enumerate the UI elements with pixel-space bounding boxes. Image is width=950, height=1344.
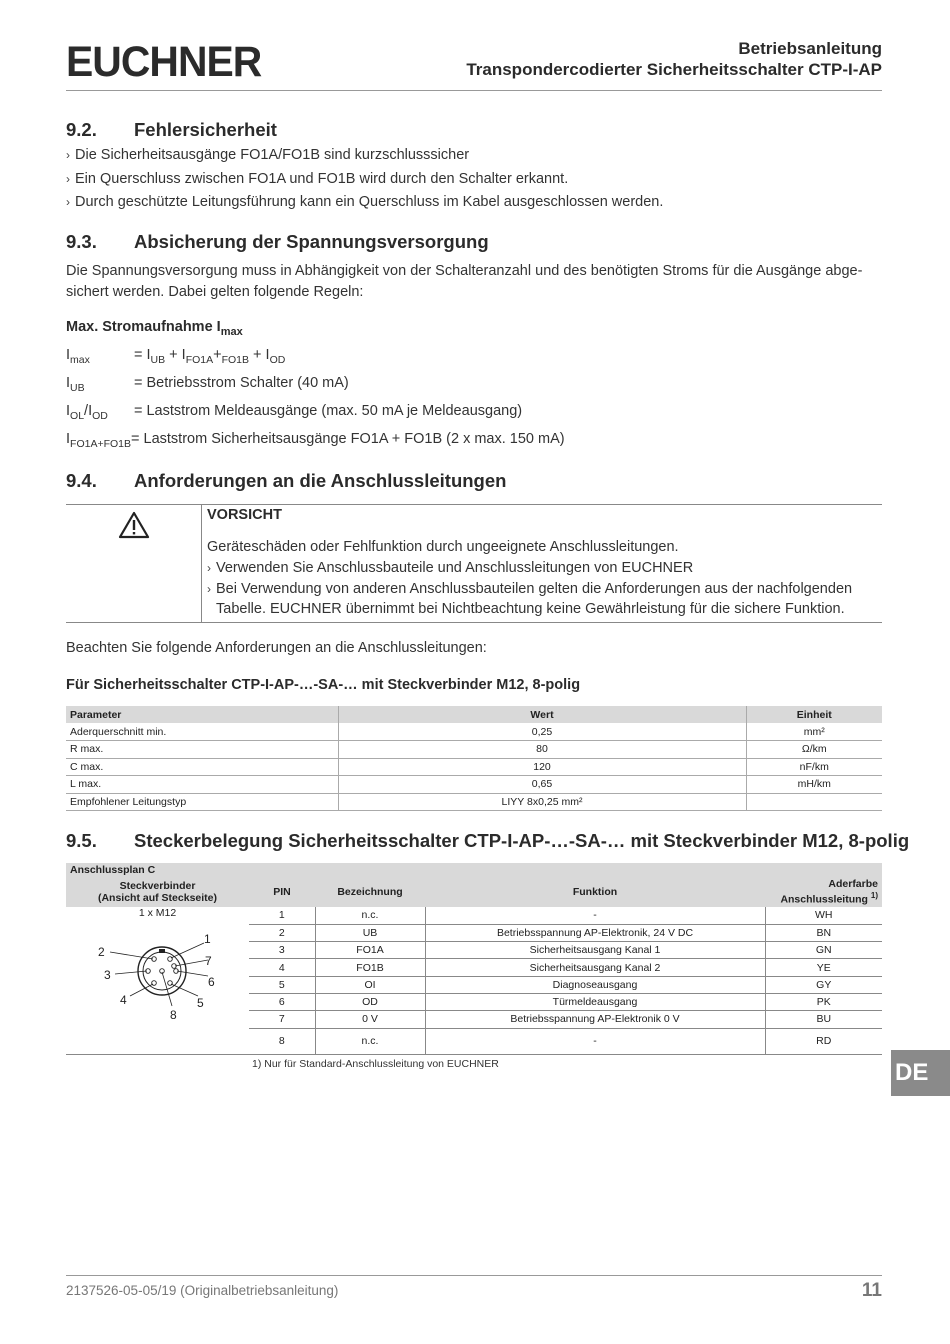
list-item: › Die Sicherheitsausgänge FO1A/FO1B sind kurzschlusssicher [66,144,663,168]
formula-iub: $I_{UB}$ = Betriebsstrom Schalter (40 mA) [66,375,349,394]
m12-connector-pin-diagram [70,919,245,1034]
table-cell: Empfohlener Leitungstyp [66,793,338,811]
list-item: › Bei Verwendung von anderen Anschlussbauteilen gelten die Anforderungen aus der nachfolgenden Tabelle. EUCHNER übernimmt bei Nichtbeachtung keine Gewährleistung für die sichere Funktion. [207,579,877,620]
section-9-5-heading [66,830,909,852]
table-cell: LIYY 8x0,25 mm² [338,793,746,811]
section-9-4-heading [66,470,506,492]
table-cell: 1 [249,907,315,924]
table-cell: FO1A [315,942,425,959]
cable-requirements-note: Beachten Sie folgende Anforderungen an die Anschlussleitungen: [66,640,487,656]
table-cell: UB [315,924,425,941]
table-cell: mm² [746,723,882,741]
table-cell: n.c. [315,1028,425,1054]
table-cell: Ω/km [746,741,882,759]
pin-number: 7 [205,954,212,968]
table-cell: - [425,1028,765,1054]
table-cell: FO1B [315,959,425,976]
document-number: 2137526-05-05/19 (Originalbetriebsanleitung) [66,1283,339,1298]
table-cell: C max. [66,758,338,776]
caution-bullets [207,558,877,620]
pin-number: 8 [170,1008,177,1022]
section-9-2-heading [66,119,277,141]
cable-table-title: Für Sicherheitsschalter CTP-I-AP-…-SA-… mit Steckverbinder M12, 8-polig [66,677,581,693]
table-row [66,723,882,741]
table-cell: BN [765,924,882,941]
section-number: 9.3. [66,231,97,252]
table-header-row [66,706,882,723]
column-header: Einheit [746,706,882,723]
section-number: 9.4. [66,470,97,491]
table-cell: GY [765,976,882,993]
formula-imax: $I_{max} = I_{UB} + I_{FO1A}+_{FO1B} + I_{OD}$ [66,347,286,366]
table-cell: 8 [249,1028,315,1054]
paragraph-line: sichert werden. Dabei gelten folgende Regeln: [66,284,364,300]
table-cell: Sicherheitsausgang Kanal 1 [425,942,765,959]
table-cell: WH [765,907,882,924]
table-cell: 0,25 [338,723,746,741]
table-footnote: 1) Nur für Standard-Anschlussleitung von EUCHNER [252,1058,499,1070]
table-row [66,776,882,794]
table-cell: OI [315,976,425,993]
table-cell: Betriebsspannung AP-Elektronik 0 V [425,1011,765,1028]
caution-title: VORSICHT [207,507,282,523]
table-cell: Sicherheitsausgang Kanal 2 [425,959,765,976]
language-tab-de: DE [891,1050,950,1096]
table-cell: 0 V [315,1011,425,1028]
section-number: 9.2. [66,119,97,140]
max-current-heading [66,319,243,338]
table-cell: 5 [249,976,315,993]
column-header-connector: Steckverbinder (Ansicht auf Steckseite) [66,877,249,907]
table-cell: - [425,907,765,924]
column-header-wire-color: Aderfarbe Anschlussleitung $^{1)}$ [765,877,882,907]
column-header: Parameter [66,706,338,723]
footer-divider [66,1275,882,1276]
paragraph-line: Die Spannungsversorgung muss in Abhängigkeit von der Schalteranzahl und des benötigten Stroms für die Ausgänge abge- [66,263,863,279]
table-cell: mH/km [746,776,882,794]
connector-diagram-cell [66,907,249,1054]
heading-text: Max. Stromaufnahme I [66,319,221,335]
formula-iol-iod: $I_{OL}/I_{OD}$ = Laststrom Meldeausgänge (max. 50 mA je Meldeausgang) [66,403,523,422]
warning-triangle-icon [118,511,150,539]
column-header-function: Funktion [425,877,765,907]
table-cell: 3 [249,942,315,959]
table-cell: 4 [249,959,315,976]
euchner-logo: EUCHNER [66,38,262,86]
section-title: Anforderungen an die Anschlussleitungen [134,470,507,491]
table-cell: L max. [66,776,338,794]
connector-label: 1 x M12 [138,907,177,919]
list-item: › Verwenden Sie Anschlussbauteile und Anschlussleitungen von EUCHNER [207,558,877,579]
cable-parameter-table [66,706,882,811]
table-cell: Betriebsspannung AP-Elektronik, 24 V DC [425,924,765,941]
table-cell: Aderquerschnitt min. [66,723,338,741]
section-title: Steckerbelegung Sicherheitsschalter CTP-I-AP-…-SA-… mit Steckverbinder M12, 8-polig [134,830,910,851]
table-cell: 80 [338,741,746,759]
formula-ifo1a-fo1b: $I_{FO1A+FO1B}=$ Laststrom Sicherheitsausgänge FO1A + FO1B (2 x max. 150 mA) [66,431,565,450]
table-cell: n.c. [315,907,425,924]
table-cell: R max. [66,741,338,759]
section-9-3-heading [66,231,489,253]
table-header-row [66,877,882,907]
table-cell: nF/km [746,758,882,776]
table-cell: Diagnoseausgang [425,976,765,993]
pin-number: 4 [120,993,127,1007]
pin-number: 2 [98,945,105,959]
pin-number: 6 [208,975,215,989]
heading-subscript: max [220,326,243,338]
section-number: 9.5. [66,830,97,851]
table-cell: PK [765,993,882,1010]
caution-text: Geräteschäden oder Fehlfunktion durch ungeeignete Anschlussleitungen. [207,539,679,555]
section-9-3-intro [66,261,862,303]
table-cell [746,793,882,811]
table-row [66,741,882,759]
section-title: Fehlersicherheit [134,119,277,140]
list-item: › Durch geschützte Leitungsführung kann ein Querschluss im Kabel ausgeschlossen werden. [66,191,663,215]
column-header-pin: PIN [249,877,315,907]
column-header-name: Bezeichnung [315,877,425,907]
section-title: Absicherung der Spannungsversorgung [134,231,489,252]
table-cell: GN [765,942,882,959]
table-cell: YE [765,959,882,976]
table-cell: 120 [338,758,746,776]
list-item: › Ein Querschluss zwischen FO1A und FO1B wird durch den Schalter erkannt. [66,168,663,192]
table-row [66,907,882,924]
header-title-line2: Transpondercodierter Sicherheitsschalter CTP-I-AP [466,60,882,79]
caution-divider [201,505,202,622]
connection-plan-label: Anschlussplan C [66,863,882,877]
header-title-line1: Betriebsanleitung [738,39,882,58]
table-cell: 6 [249,993,315,1010]
page-number: 11 [861,1280,882,1301]
pin-number: 5 [197,996,204,1010]
pin-assignment-table [66,863,882,1055]
caution-box [66,504,882,623]
table-cell: Türmeldeausgang [425,993,765,1010]
table-cell: 7 [249,1011,315,1028]
table-cell: 0,65 [338,776,746,794]
table-row [66,758,882,776]
table-row [66,793,882,811]
section-9-2-bullets [66,144,663,215]
table-cell: RD [765,1028,882,1054]
pin-number: 3 [104,968,111,982]
table-cell: OD [315,993,425,1010]
column-header: Wert [338,706,746,723]
pin-number: 1 [204,932,211,946]
table-cell: 2 [249,924,315,941]
document-header-title [466,38,882,80]
header-divider [66,90,882,91]
table-cell: BU [765,1011,882,1028]
